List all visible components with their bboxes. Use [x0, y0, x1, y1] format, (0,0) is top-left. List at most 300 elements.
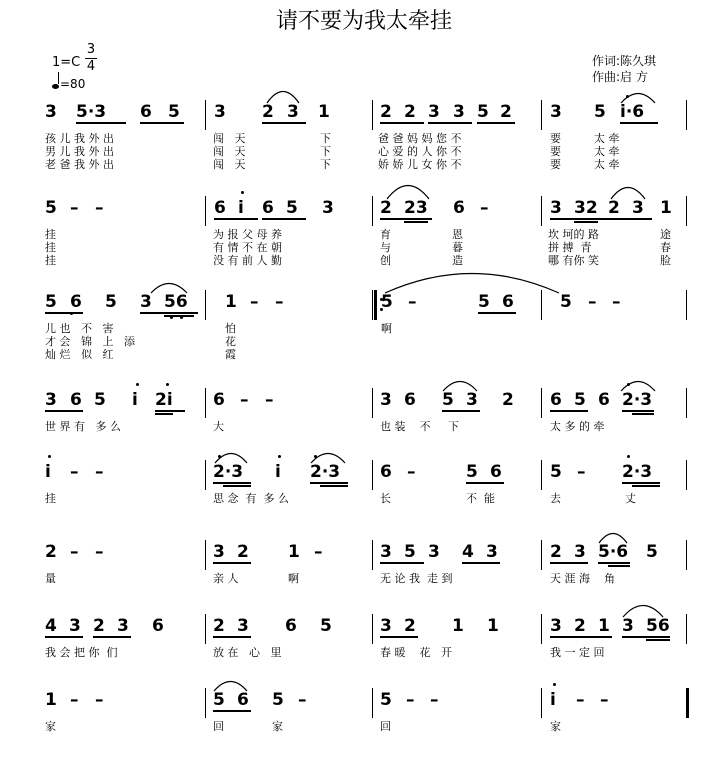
note: 3 [322, 198, 334, 218]
note: 6 [70, 390, 82, 410]
note: – [408, 292, 417, 312]
beam-underline [155, 413, 173, 415]
lyric: 回 [213, 720, 224, 733]
beam-underline [477, 122, 515, 124]
note: i [238, 198, 244, 218]
beam-underline [45, 312, 83, 314]
beam-underline [214, 218, 258, 220]
note: 2 [404, 616, 416, 636]
beam-underline [622, 636, 670, 638]
note: – [70, 198, 79, 218]
note: 5 [45, 292, 57, 312]
beam-underline [462, 562, 500, 564]
lyric: 挂 [45, 241, 56, 254]
note: 3 [380, 542, 392, 562]
note: 3 [117, 616, 129, 636]
note: – [250, 292, 259, 312]
beam-underline [262, 122, 306, 124]
barline [541, 196, 542, 226]
note: 6 [213, 390, 225, 410]
score-system [0, 614, 728, 684]
beam-underline [646, 639, 670, 641]
lyric: 不 能 [466, 492, 495, 505]
lyric: 思 念 有 多 么 [213, 492, 289, 505]
note: – [275, 292, 284, 312]
barline [372, 540, 373, 570]
beam-underline [632, 413, 654, 415]
barline [205, 688, 206, 718]
note: 4 [45, 616, 57, 636]
beam-underline [608, 218, 652, 220]
beam-underline [598, 562, 630, 564]
score-system [0, 196, 728, 266]
note: 2 [380, 102, 392, 122]
beam-underline [550, 410, 588, 412]
note: 1 [318, 102, 330, 122]
octave-dot [627, 455, 630, 458]
octave-dot [70, 312, 73, 315]
time-signature [85, 42, 97, 75]
barline [541, 388, 542, 418]
note: i·6 [620, 102, 645, 122]
beam-underline [380, 636, 418, 638]
lyric: 太 牵 [594, 158, 620, 171]
lyric: 下 [320, 158, 331, 171]
note: 2·3 [622, 462, 653, 482]
time-signature-top: 3 [86, 42, 96, 57]
note: 6 [598, 390, 610, 410]
note: 2·3 [622, 390, 653, 410]
tempo-marking [52, 76, 85, 91]
note: 1 [598, 616, 610, 636]
note: – [265, 390, 274, 410]
lyric: 家 [550, 720, 561, 733]
beam-underline [45, 410, 83, 412]
beam-underline [632, 485, 660, 487]
slur-arc [620, 380, 656, 392]
note: 5 [550, 462, 562, 482]
beam-underline [574, 221, 598, 223]
lyric: 大 [213, 420, 224, 433]
note: 2 [45, 542, 57, 562]
song-title: 请不要为我太牵挂 [275, 9, 452, 34]
note: 3 [287, 102, 299, 122]
barline [686, 460, 687, 490]
beam-underline [428, 122, 472, 124]
lyric: 心 爱 的 人 你 不 [378, 145, 462, 158]
note: 6 [502, 292, 514, 312]
note: 2 [608, 198, 620, 218]
note: 5 [168, 102, 180, 122]
note: i [550, 690, 556, 710]
beam-underline [45, 636, 83, 638]
note: 3 [466, 390, 478, 410]
lyric: 途 [660, 228, 671, 241]
note: – [406, 690, 415, 710]
beam-underline [213, 482, 251, 484]
barline [541, 688, 542, 718]
note: – [70, 542, 79, 562]
slur-arc [384, 272, 560, 294]
barline [686, 388, 687, 418]
barline [686, 196, 687, 226]
note: 3 [214, 102, 226, 122]
note: – [298, 690, 307, 710]
repeat-barline [374, 290, 377, 320]
note: 2 [574, 616, 586, 636]
note: 6 [70, 292, 82, 312]
note: 3 [632, 198, 644, 218]
lyric: 春 [660, 241, 671, 254]
note: 1 [660, 198, 672, 218]
barline [372, 290, 373, 320]
lyric: 我 一 定 回 [550, 646, 605, 659]
barline [686, 614, 687, 644]
beam-underline [140, 122, 184, 124]
lyric: 闯 天 [213, 132, 246, 145]
lyric: 丈 [625, 492, 636, 505]
slur-arc [442, 380, 478, 392]
note: 5 [381, 292, 393, 312]
note: – [70, 462, 79, 482]
lyric: 恩 [452, 228, 463, 241]
lyric: 为 报 父 母 养 [213, 228, 282, 241]
time-signature-bottom: 4 [86, 59, 96, 74]
note: – [588, 292, 597, 312]
note: 6 [380, 462, 392, 482]
lyric: 无 论 我 走 到 [380, 572, 453, 585]
note: 56 [164, 292, 188, 312]
note: 5 [560, 292, 572, 312]
note: 2i [155, 390, 173, 410]
note: 3 [574, 542, 586, 562]
note: 5·3 [76, 102, 107, 122]
slur-arc [598, 532, 628, 544]
note: 5·6 [598, 542, 629, 562]
beam-underline [380, 218, 432, 220]
lyric: 我 会 把 你 们 [45, 646, 118, 659]
note: – [577, 462, 586, 482]
note: – [240, 390, 249, 410]
lyric: 娇 娇 儿 女 你 不 [378, 158, 462, 171]
slur-arc [610, 186, 646, 200]
note: 5 [380, 690, 392, 710]
slur-arc [213, 680, 248, 692]
beam-underline [550, 636, 612, 638]
beam-underline [76, 122, 126, 124]
note: 2 [93, 616, 105, 636]
barline [541, 100, 542, 130]
note: 2·3 [310, 462, 341, 482]
note: 5 [574, 390, 586, 410]
note: – [95, 542, 104, 562]
lyric: 挂 [45, 492, 56, 505]
lyric: 灿 烂 似 红 [45, 348, 114, 361]
note: 3 [428, 102, 440, 122]
lyric: 坎 坷的 路 [548, 228, 599, 241]
note: 1 [452, 616, 464, 636]
barline [205, 614, 206, 644]
beam-underline [213, 710, 251, 712]
note: 3 [213, 542, 225, 562]
note: 3 [237, 616, 249, 636]
beam-underline [262, 218, 306, 220]
note: – [95, 198, 104, 218]
lyric: 有 情 不 在 朝 [213, 241, 282, 254]
lyric: 爸 爸 妈 妈 您 不 [378, 132, 462, 145]
composer-credit: 作曲:启 方 [592, 70, 648, 84]
note: 3 [428, 542, 440, 562]
barline [541, 540, 542, 570]
octave-dot [136, 383, 139, 386]
note: 5 [45, 198, 57, 218]
note: 3 [380, 390, 392, 410]
barline [205, 540, 206, 570]
octave-dot [166, 383, 169, 386]
lyric: 下 [320, 132, 331, 145]
lyric: 啊 [381, 322, 392, 335]
lyric: 创 [380, 254, 391, 267]
note: 5 [320, 616, 332, 636]
note: 5 [213, 690, 225, 710]
lyric: 造 [452, 254, 463, 267]
note: 3 [69, 616, 81, 636]
lyric: 闯 天 [213, 158, 246, 171]
lyric: 春 暖 花 开 [380, 646, 452, 659]
lyric: 男 儿 我 外 出 [45, 145, 114, 158]
lyric: 挂 [45, 228, 56, 241]
lyric: 要 [550, 132, 561, 145]
note: 5 [477, 102, 489, 122]
beam-underline [466, 482, 504, 484]
note: 6 [262, 198, 274, 218]
note: 3 [45, 102, 57, 122]
note: 2 [550, 542, 562, 562]
note: – [612, 292, 621, 312]
note: 2 [500, 102, 512, 122]
note: 5 [594, 102, 606, 122]
note: 56 [646, 616, 670, 636]
note: 6 [404, 390, 416, 410]
note: – [407, 462, 416, 482]
barline [686, 688, 689, 718]
slur-arc [214, 452, 248, 464]
beam-underline [620, 122, 658, 124]
note: – [314, 542, 323, 562]
beam-underline [310, 482, 348, 484]
slur-arc [266, 90, 300, 104]
lyric: 闯 天 [213, 145, 246, 158]
note: 1 [225, 292, 237, 312]
score-system [0, 688, 728, 758]
lyric: 挂 [45, 254, 56, 267]
beam-underline [608, 565, 630, 567]
note: 2 [404, 102, 416, 122]
note: 6 [550, 390, 562, 410]
lyric: 儿 也 不 害 [45, 322, 114, 335]
note: 3 [140, 292, 152, 312]
score-system [0, 460, 728, 530]
note: 3 [453, 102, 465, 122]
note: i [275, 462, 281, 482]
beam-underline [155, 410, 185, 412]
note: 1 [45, 690, 57, 710]
note: 5 [105, 292, 117, 312]
note: 6 [152, 616, 164, 636]
note: – [430, 690, 439, 710]
note: 5 [272, 690, 284, 710]
quarter-note-icon [52, 84, 59, 89]
note: 5 [94, 390, 106, 410]
beam-underline [622, 482, 660, 484]
lyric: 才 会 锦 上 添 [45, 335, 135, 348]
barline [686, 290, 687, 320]
beam-underline [223, 485, 251, 487]
lyric: 世 界 有 多 么 [45, 420, 121, 433]
lyric: 脸 [660, 254, 671, 267]
octave-dot [553, 683, 556, 686]
note: 6 [490, 462, 502, 482]
octave-dot [180, 316, 183, 319]
beam-underline [213, 636, 251, 638]
note: 1 [487, 616, 499, 636]
barline [686, 540, 687, 570]
barline [372, 388, 373, 418]
note: – [480, 198, 489, 218]
note: 2 [262, 102, 274, 122]
lyric: 霞 [225, 348, 236, 361]
key-signature: 1=C [52, 55, 81, 70]
note: 5 [646, 542, 658, 562]
note: 2·3 [213, 462, 244, 482]
note: 2 [237, 542, 249, 562]
barline [205, 290, 206, 320]
octave-dot [241, 191, 244, 194]
lyric: 太 牵 [594, 132, 620, 145]
note: 3 [622, 616, 634, 636]
note: – [95, 690, 104, 710]
beam-underline [320, 485, 348, 487]
note: 5 [442, 390, 454, 410]
beam-underline [164, 315, 194, 317]
lyric: 太 多 的 牵 [550, 420, 605, 433]
barline [686, 100, 687, 130]
note: 6 [237, 690, 249, 710]
octave-dot [170, 316, 173, 319]
barline [541, 460, 542, 490]
note: 32 [574, 198, 598, 218]
note: 6 [453, 198, 465, 218]
note: 4 [462, 542, 474, 562]
lyric: 量 [45, 572, 56, 585]
lyric: 育 [380, 228, 391, 241]
lyric: 要 [550, 145, 561, 158]
barline [372, 614, 373, 644]
note: i [45, 462, 51, 482]
lyric: 拼 搏 青 [548, 241, 592, 254]
note: 5 [404, 542, 416, 562]
lyric: 长 [380, 492, 391, 505]
lyric: 与 [380, 241, 391, 254]
lyricist-credit: 作词:陈久琪 [592, 54, 657, 68]
note: 5 [466, 462, 478, 482]
beam-underline [478, 312, 516, 314]
lyric: 家 [45, 720, 56, 733]
beam-underline [93, 636, 131, 638]
note: 3 [550, 102, 562, 122]
note: – [576, 690, 585, 710]
note: 3 [380, 616, 392, 636]
lyric: 天 涯 海 角 [550, 572, 615, 585]
lyric: 去 [550, 492, 561, 505]
note: 3 [550, 616, 562, 636]
lyric: 怕 [225, 322, 236, 335]
lyric: 暮 [452, 241, 463, 254]
slur-arc [620, 92, 656, 104]
slur-arc [150, 282, 188, 294]
lyric: 老 爸 我 外 出 [45, 158, 114, 171]
barline [541, 614, 542, 644]
lyric: 没 有 前 人 勤 [213, 254, 282, 267]
barline [205, 100, 206, 130]
note: 5 [286, 198, 298, 218]
beam-underline [442, 410, 480, 412]
octave-dot [48, 455, 51, 458]
note: 3 [550, 198, 562, 218]
lyric: 花 [225, 335, 236, 348]
beam-underline [404, 221, 428, 223]
beam-underline [622, 410, 654, 412]
barline [372, 196, 373, 226]
note: 6 [285, 616, 297, 636]
note: 2 [502, 390, 514, 410]
lyric: 哪 有你 笑 [548, 254, 599, 267]
note: – [95, 462, 104, 482]
lyric: 下 [320, 145, 331, 158]
note: 2 [380, 198, 392, 218]
lyric: 要 [550, 158, 561, 171]
note: 23 [404, 198, 428, 218]
note: 2 [213, 616, 225, 636]
barline [372, 460, 373, 490]
barline [372, 688, 373, 718]
note: i [132, 390, 138, 410]
note: 3 [486, 542, 498, 562]
slur-arc [386, 184, 430, 200]
barline [205, 460, 206, 490]
beam-underline [140, 312, 198, 314]
beam-underline [380, 122, 424, 124]
barline [205, 388, 206, 418]
barline [205, 196, 206, 226]
barline [372, 100, 373, 130]
slur-arc [310, 452, 346, 464]
slur-arc [622, 604, 664, 618]
lyric: 啊 [288, 572, 299, 585]
beam-underline [380, 562, 424, 564]
lyric: 孩 儿 我 外 出 [45, 132, 114, 145]
note: 5 [478, 292, 490, 312]
octave-dot [278, 455, 281, 458]
score-system [0, 388, 728, 458]
note: 1 [288, 542, 300, 562]
beam-underline [550, 562, 588, 564]
beam-underline [550, 218, 616, 220]
beam-underline [213, 562, 251, 564]
score-system [0, 290, 728, 360]
lyric: 放 在 心 里 [213, 646, 282, 659]
note: – [70, 690, 79, 710]
